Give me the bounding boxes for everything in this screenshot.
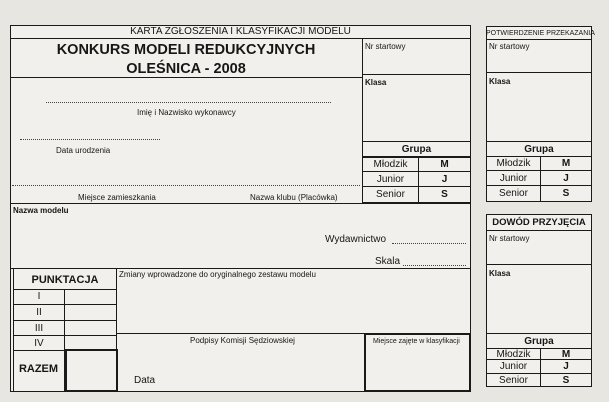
transfer-group-row-label: Junior (486, 170, 541, 186)
model-section-divider (10, 203, 471, 204)
group-row-label: Senior (362, 186, 419, 203)
transfer-group-row-code[interactable]: J (540, 170, 592, 186)
class-label: Klasa (365, 78, 387, 87)
start-number-field[interactable] (363, 52, 470, 73)
transfer-divider (486, 72, 592, 73)
scale-line[interactable] (403, 265, 466, 266)
club-label: Nazwa klubu (Placówka) (250, 193, 338, 202)
receipt-start-number-label: Nr startowy (489, 234, 530, 243)
publisher-label: Wydawnictwo (325, 234, 387, 245)
group-title: Grupa (362, 141, 471, 157)
receipt-group-row-label: Junior (486, 359, 541, 374)
transfer-class-label: Klasa (489, 77, 511, 86)
receipt-class-label: Klasa (489, 269, 511, 278)
residence-label: Miejsce zamieszkania (78, 193, 156, 202)
model-name-label: Nazwa modelu (13, 206, 69, 215)
scoring-row-label: I (13, 289, 65, 305)
birth-date-line[interactable] (20, 139, 160, 140)
group-row-code[interactable]: M (418, 157, 471, 172)
class-field[interactable] (363, 88, 470, 140)
group-row-code[interactable]: J (418, 171, 471, 187)
main-card-header: KARTA ZGŁOSZENIA I KLASYFIKACJI MODELU (130, 26, 351, 37)
scoring-row-value[interactable] (65, 321, 117, 336)
date-label: Data (134, 375, 156, 386)
receipt-class-field[interactable] (488, 280, 590, 330)
receipt-group-title: Grupa (486, 333, 592, 349)
transfer-group-row-label: Młodzik (486, 156, 541, 171)
receipt-group-row-label: Młodzik (486, 348, 541, 360)
scoring-row-label: IV (13, 336, 65, 351)
scoring-row-value[interactable] (65, 305, 117, 321)
publisher-line[interactable] (392, 243, 466, 244)
transfer-group-title: Grupa (486, 141, 592, 157)
transfer-start-number-label: Nr startowy (489, 42, 530, 51)
start-number-label: Nr startowy (365, 42, 406, 51)
scoring-row-label: III (13, 321, 65, 336)
title-bottom-divider (10, 77, 363, 78)
start-class-divider (362, 74, 471, 75)
name-line[interactable] (46, 102, 331, 103)
transfer-start-number-field[interactable] (488, 52, 590, 70)
receipt-card-header: DOWÓD PRZYJĘCIA (492, 217, 586, 228)
receipt-group-row-code[interactable]: M (540, 348, 592, 360)
total-label: RAZEM (18, 363, 59, 375)
transfer-class-field[interactable] (488, 88, 590, 138)
transfer-card-header: POTWIERDZENIE PRZEKAZANIA (486, 30, 595, 37)
group-row-label: Młodzik (362, 157, 419, 172)
contest-place-year: OLEŚNICA - 2008 (126, 61, 246, 77)
receipt-group-row-label: Senior (486, 373, 541, 387)
signatures-label: Podpisy Komisji Sędziowskiej (190, 336, 295, 345)
changes-label: Zmiany wprowadzone do oryginalnego zestawu modelu (119, 270, 316, 279)
scoring-row-label: II (13, 305, 65, 321)
model-name-field[interactable] (12, 216, 312, 232)
receipt-divider (486, 264, 592, 265)
receipt-start-number-field[interactable] (488, 244, 590, 262)
group-row-label: Junior (362, 171, 419, 187)
receipt-group-row-code[interactable]: S (540, 373, 592, 387)
residence-club-line[interactable] (12, 185, 360, 186)
place-label: Miejsce zajęte w klasyfikacji (373, 338, 460, 345)
receipt-group-row-code[interactable]: J (540, 359, 592, 374)
group-row-code[interactable]: S (418, 186, 471, 203)
transfer-group-row-code[interactable]: S (540, 185, 592, 202)
scale-label: Skala (375, 256, 401, 267)
birth-date-label: Data urodzenia (56, 146, 111, 155)
name-label: Imię i Nazwisko wykonawcy (137, 108, 236, 117)
contest-title: KONKURS MODELI REDUKCYJNYCH (56, 42, 316, 58)
changes-field[interactable] (118, 281, 468, 331)
total-field[interactable] (65, 349, 118, 392)
scoring-row-value[interactable] (65, 289, 117, 305)
scoring-title: PUNKTACJA (31, 274, 99, 286)
transfer-group-row-code[interactable]: M (540, 156, 592, 171)
transfer-group-row-label: Senior (486, 185, 541, 202)
